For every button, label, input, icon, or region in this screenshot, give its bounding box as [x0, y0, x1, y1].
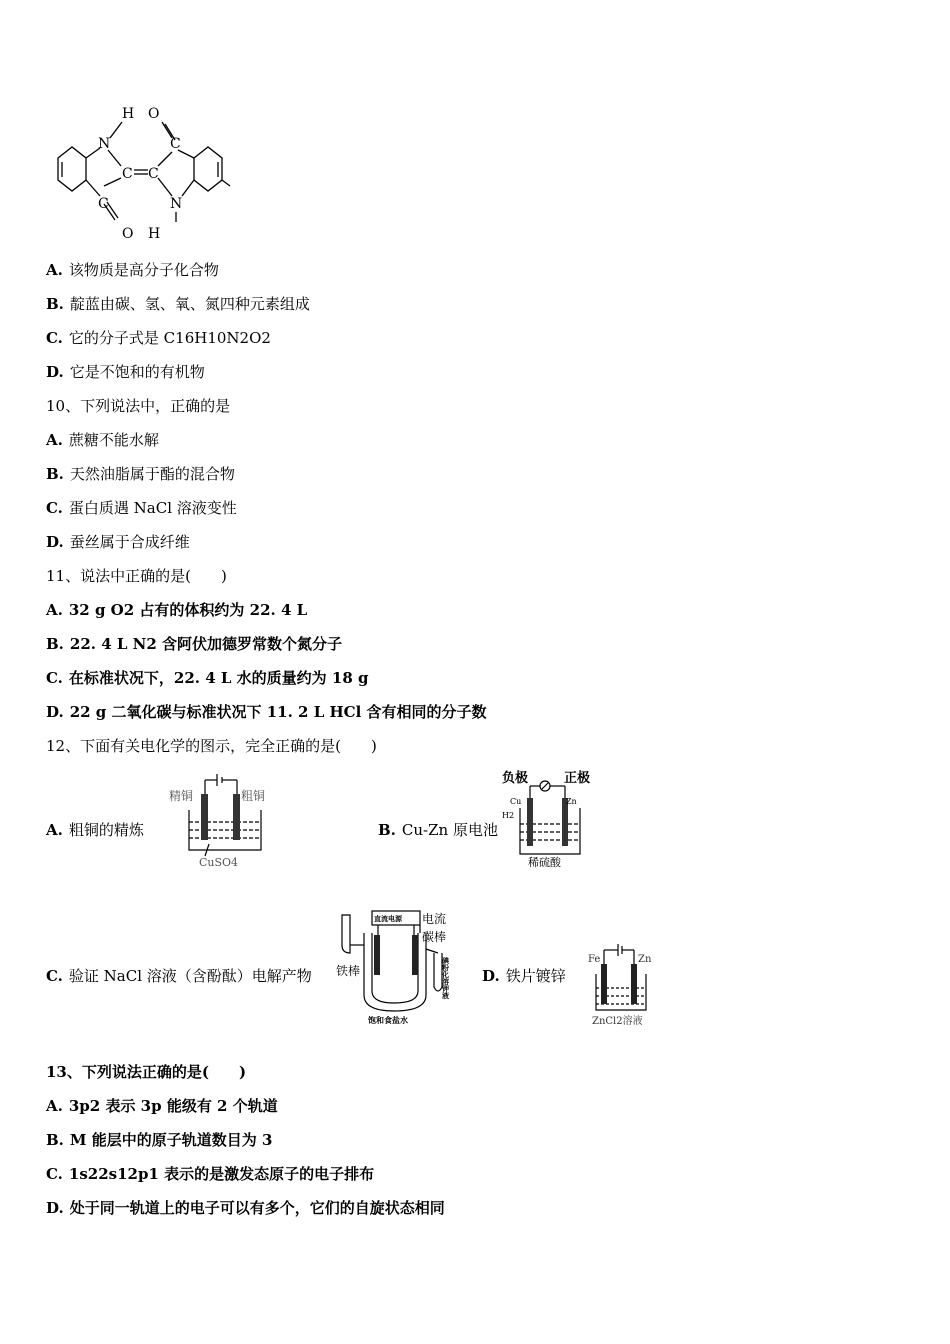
fig-a-solution: CuSO4: [199, 856, 239, 869]
q11-option-a[interactable]: A. 32 g O2 占有的体积约为 22. 4 L: [46, 601, 308, 619]
q13-stem: 13、下列说法正确的是( ): [46, 1063, 247, 1081]
q9-option-a[interactable]: A. 该物质是高分子化合物: [46, 261, 219, 279]
fig-b-negative-label: 负极: [502, 771, 529, 786]
q13-option-c[interactable]: C. 1s22s12p1 表示的是激发态原子的电子排布: [46, 1165, 375, 1183]
atom-n-top: N: [98, 136, 111, 152]
q10-stem: 10、下列说法中，正确的是: [46, 397, 231, 415]
fig-c-power-label: 直流电源: [374, 914, 402, 923]
q9-option-d[interactable]: D. 它是不饱和的有机物: [46, 363, 205, 381]
q10-option-b[interactable]: B. 天然油脂属于酯的混合物: [46, 465, 235, 483]
q12-option-d[interactable]: D. 铁片镀锌: [482, 967, 566, 985]
fig-c-iron-label: 铁棒: [336, 964, 361, 978]
q9-option-b[interactable]: B. 靛蓝由碳、氢、氧、氮四种元素组成: [46, 295, 310, 313]
fig-b-zn-label: Zn: [566, 797, 577, 806]
atom-o-top: O: [148, 106, 160, 122]
atom-h-bottom: H: [148, 226, 161, 242]
atom-o-bottom: O: [122, 226, 134, 242]
figure-b-galvanic-cell: [500, 768, 610, 868]
fig-b-positive-label: 正极: [564, 771, 591, 786]
q12-option-b[interactable]: B. Cu-Zn 原电池: [378, 821, 498, 839]
q12-option-c[interactable]: C. 验证 NaCl 溶液（含酚酞）电解产物: [46, 967, 312, 985]
atom-c-mid-left: C: [122, 166, 133, 182]
figure-d-zinc-plating: [588, 938, 658, 1030]
fig-d-zn-label: Zn: [638, 954, 652, 965]
q10-option-d[interactable]: D. 蚕丝属于合成纤维: [46, 533, 190, 551]
q12-option-a[interactable]: A. 粗铜的精炼: [46, 821, 144, 839]
indigo-structure: [48, 100, 238, 250]
fig-c-starch-label: 碘粉化溶钾液: [441, 957, 451, 999]
atom-n-bottom: N: [170, 196, 183, 212]
q12-stem: 12、下面有关电化学的图示，完全正确的是( ): [46, 737, 377, 755]
q13-option-a[interactable]: A. 3p2 表示 3p 能级有 2 个轨道: [46, 1097, 278, 1115]
fig-c-brine-label: 饱和食盐水: [368, 1015, 408, 1025]
q11-option-c[interactable]: C. 在标准状况下，22. 4 L 水的质量约为 18 g: [46, 669, 369, 687]
q11-option-d[interactable]: D. 22 g 二氧化碳与标准状况下 11. 2 L HCl 含有相同的分子数: [46, 703, 487, 721]
atom-c-bottom: C: [98, 196, 109, 212]
atom-c-top: C: [170, 136, 181, 152]
q10-option-a[interactable]: A. 蔗糖不能水解: [46, 431, 159, 449]
atom-h-top: H: [122, 106, 135, 122]
fig-b-cu-label: Cu: [510, 797, 522, 806]
fig-a-right-label: 粗铜: [241, 789, 266, 803]
fig-d-solution: ZnCl2溶液: [592, 1016, 643, 1027]
fig-a-left-label: 精铜: [169, 789, 194, 803]
fig-c-carbon-label: 碳棒: [422, 930, 447, 944]
q11-stem: 11、说法中正确的是( ): [46, 567, 227, 585]
q11-option-b[interactable]: B. 22. 4 L N2 含阿伏加德罗常数个氮分子: [46, 635, 343, 653]
fig-b-h2-label: H2: [502, 811, 515, 820]
q13-option-d[interactable]: D. 处于同一轨道上的电子可以有多个，它们的自旋状态相同: [46, 1199, 445, 1217]
figure-c-electrolysis: [334, 905, 472, 1025]
fig-c-current-label: 电流: [422, 912, 447, 926]
q13-option-b[interactable]: B. M 能层中的原子轨道数目为 3: [46, 1131, 273, 1149]
atom-c-mid-right: C: [148, 166, 159, 182]
figure-a-copper-refining: [165, 770, 280, 870]
q10-option-c[interactable]: C. 蛋白质遇 NaCl 溶液变性: [46, 499, 237, 517]
q9-option-c[interactable]: C. 它的分子式是 C16H10N2O2: [46, 329, 271, 347]
fig-b-solution: 稀硫酸: [528, 856, 561, 868]
fig-d-fe-label: Fe: [588, 954, 601, 965]
